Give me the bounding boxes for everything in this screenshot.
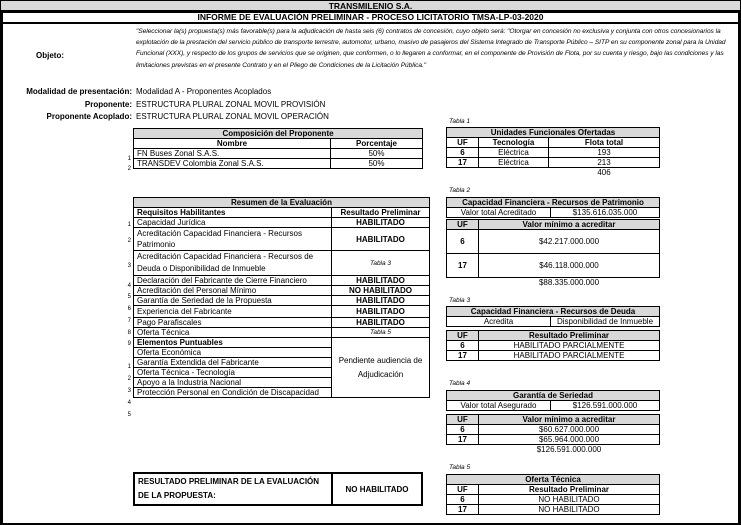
tecnologia-cell: Eléctrica [479,148,549,158]
row-number: 7 [127,318,131,324]
row-number: 9 [127,341,131,347]
valor-sum: $126.591.000.000 [536,445,602,455]
total-value: $126.591.000.000 [551,401,660,411]
row-number: 4 [127,283,131,289]
tabla5-label: Tabla 5 [449,464,471,471]
col-resultado: Resultado Preliminar [332,208,430,218]
puntuables-label: Elementos Puntuables [134,338,332,348]
row-number: 1 [127,156,131,162]
uf-cell: 6 [447,341,479,351]
resultado-cell: HABILITADO [332,306,430,318]
uf-cell: 17 [447,254,479,278]
flota-total: 406 [597,168,611,178]
tabla2-table [446,197,660,218]
resultado-label: RESULTADO PRELIMINAR DE LA EVALUACIÓN DE LA PROPUESTA: [134,473,332,505]
resultado-cell: NO HABILITADO [479,505,660,515]
col-resultado: Resultado Preliminar [479,331,660,341]
resultado-cell: HABILITADO PARCIALMENTE [479,341,660,351]
col-flota: Flota total [549,138,660,148]
composicion-table [133,128,423,169]
tabla4-detail [446,414,660,455]
requisito-cell: Pago Parafiscales [134,318,332,328]
resultado-cell: HABILITADO PARCIALMENTE [479,351,660,361]
col-resultado: Resultado Preliminar [479,485,660,495]
table-row [447,158,660,168]
valor-cell: $65.964.000.000 [479,435,660,445]
nombre-cell: TRANSDEV Colombia Zonal S.A.S. [134,159,331,169]
row-number: 1 [127,222,131,228]
resultado-cell: NO HABILITADO [479,495,660,505]
objeto-text: "Seleccionar la(s) propuesta(s) más favorable(s) para la adjudicación de hasta seis (6) contratos de concesión, cuyo objeto será: "Otorgar en concesión no exclusiva y conjunta con otros concesionarios la explotación de la prestación del servicio público de transporte terrestre, automotor, urbano, masivo de pasajeros del Sistema Integrado de Transporte Público – SITP en su componente zonal para la Unidad Funcional (XXX), y respecto de los grupos de servicios que se originen, que conformen, o lo llegaren a conformar, en el componente de Provisión de Flota, por su cuenta y riesgo, bajo las condiciones y las limitaciones previstas en el presente Contrato y en el Pliego de Condiciones de la Licitación Pública." [136,28,726,69]
valor-sum: $88.335.000.000 [538,278,600,288]
table-row [134,328,430,338]
col-valor: Valor mínimo a acreditar [479,415,660,425]
table-row [447,351,660,361]
resultado-cell: HABILITADO [332,218,430,228]
valor-cell: $46.118.000.000 [479,254,660,278]
row-number: 3 [127,388,131,394]
resultado-cell: HABILITADO [332,228,430,251]
tabla3-title: Capacidad Financiera - Recursos de Deuda [447,307,660,317]
modalidad-label: Modalidad de presentación: [26,87,132,96]
col-uf: UF [447,331,479,341]
uf-cell: 17 [447,505,479,515]
table-row [447,254,660,278]
resultado-table [133,472,423,506]
tabla5-table [446,474,660,515]
row-number: 3 [127,263,131,269]
tabla2-detail [446,219,660,288]
table-row [134,286,430,296]
requisito-cell: Declaración del Fabricante de Cierre Financiero [134,276,332,286]
tabla4-title: Garantía de Seriedad [447,391,660,401]
proponente-label: Proponente: [84,100,132,109]
puntuable-cell: Oferta Técnica - Tecnología [134,368,332,378]
tabla3-table [446,306,660,327]
tabla1-label: Tabla 1 [449,118,471,125]
resultado-cell: Tabla 3 [332,251,430,276]
tabla2-title: Capacidad Financiera - Recursos de Patrimonio [447,198,660,208]
table-row [134,296,430,306]
table-row [447,230,660,254]
requisito-cell: Experiencia del Fabricante [134,306,332,318]
uf-cell: 6 [447,230,479,254]
document-title: TRANSMILENIO S.A. [0,0,741,12]
porcentaje-cell: 50% [331,159,423,169]
tecnologia-cell: Eléctrica [479,158,549,168]
table-row [134,276,430,286]
puntuable-cell: Oferta Económica [134,348,332,358]
resultado-cell: HABILITADO [332,276,430,286]
row-number: 4 [127,400,131,406]
table-row [134,159,423,169]
acredita-option: Acredita [447,317,551,327]
requisito-cell: Acreditación Capacidad Financiera - Recursos Patrimonio [134,228,332,251]
tabla5-title: Oferta Técnica [447,475,660,485]
col-uf: UF [447,415,479,425]
tabla2-label: Tabla 2 [449,187,471,194]
table-row [134,228,430,251]
modalidad-value: Modalidad A - Proponentes Acoplados [136,87,272,96]
row-number: 2 [127,238,131,244]
resultado-cell: HABILITADO [332,318,430,328]
composicion-title: Composición del Proponente [134,129,423,139]
col-uf: UF [447,220,479,230]
table-row [134,251,430,276]
porcentaje-cell: 50% [331,149,423,159]
acoplado-value: ESTRUCTURA PLURAL ZONAL MOVIL OPERACIÓN [136,112,329,121]
inmueble-option: Disponibilidad de Inmueble [551,317,660,327]
row-number: 5 [127,294,131,300]
valor-cell: $42.217.000.000 [479,230,660,254]
table-row [447,505,660,515]
col-porcentaje: Porcentaje [331,139,423,149]
col-uf: UF [447,138,479,148]
total-label: Valor total Acreditado [447,208,551,218]
puntuable-cell: Apoyo a la Industria Nacional [134,378,332,388]
resultado-cell: NO HABILITADO [332,286,430,296]
requisito-cell: Garantía de Seriedad de la Propuesta [134,296,332,306]
puntuable-cell: Garantía Extendida del Fabricante [134,358,332,368]
uf-cell: 17 [447,351,479,361]
table-row [134,149,423,159]
table-row [134,218,430,228]
tabla4-label: Tabla 4 [449,380,471,387]
valor-cell: $60.627.000.000 [479,425,660,435]
tabla3-detail [446,330,660,361]
uf-cell: 6 [447,425,479,435]
tabla4-table [446,390,660,411]
row-number: 8 [127,330,131,336]
requisito-cell: Capacidad Jurídica [134,218,332,228]
flota-cell: 213 [549,158,660,168]
nombre-cell: FN Buses Zonal S.A.S. [134,149,331,159]
row-number: 5 [127,412,131,418]
uf-cell: 17 [447,158,479,168]
total-value: $135.616.035.000 [551,208,660,218]
table-row [447,341,660,351]
table-row [447,495,660,505]
row-number: 2 [127,376,131,382]
requisito-cell: Acreditación del Personal Mínimo [134,286,332,296]
tabla3-label: Tabla 3 [449,297,471,304]
row-number: 1 [127,364,131,370]
table-row [134,306,430,318]
puntuables-result: Pendiente audiencia de Adjudicación [332,338,430,398]
table-row [447,425,660,435]
tabla1-table [446,127,660,178]
proponente-value: ESTRUCTURA PLURAL ZONAL MOVIL PROVISIÓN [136,100,326,109]
resultado-value: NO HABILITADO [332,473,422,505]
row-number: 2 [127,166,131,172]
puntuable-cell: Protección Personal en Condición de Discapacidad [134,388,332,398]
col-tecnologia: Tecnología [479,138,549,148]
resultado-cell: Tabla 5 [332,328,430,338]
tabla1-title: Unidades Funcionales Ofertadas [447,128,660,138]
uf-cell: 17 [447,435,479,445]
total-label: Valor total Asegurado [447,401,551,411]
resumen-table [133,197,430,398]
acoplado-label: Proponente Acoplado: [46,112,132,121]
requisito-cell: Oferta Técnica [134,328,332,338]
col-valor: Valor mínimo a acreditar [479,220,660,230]
table-row [134,318,430,328]
row-number: 6 [127,306,131,312]
resumen-title: Resumen de la Evaluación [134,198,430,208]
col-uf: UF [447,485,479,495]
document-subtitle: INFORME DE EVALUACIÓN PRELIMINAR - PROCESO LICITATORIO TMSA-LP-03-2020 [0,12,741,24]
col-nombre: Nombre [134,139,331,149]
uf-cell: 6 [447,495,479,505]
table-row [447,435,660,445]
table-row [447,148,660,158]
objeto-label: Objeto: [36,51,64,60]
col-requisitos: Requisitos Habilitantes [134,208,332,218]
uf-cell: 6 [447,148,479,158]
resultado-cell: HABILITADO [332,296,430,306]
flota-cell: 193 [549,148,660,158]
requisito-cell: Acreditación Capacidad Financiera - Recursos de Deuda o Disponibilidad de Inmueble [134,251,332,276]
